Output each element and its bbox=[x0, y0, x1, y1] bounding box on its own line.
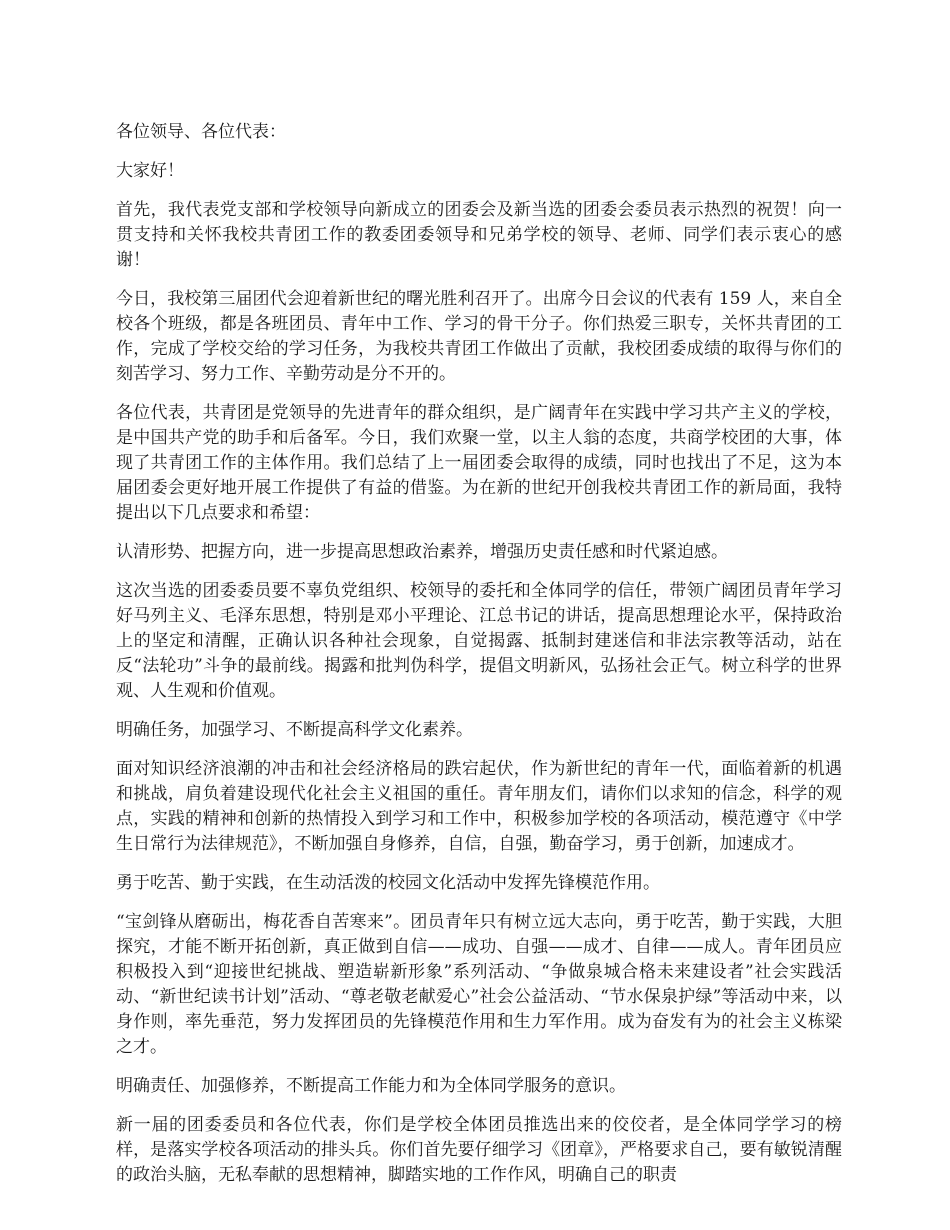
point-heading-2: 明确任务，加强学习、不断提高科学文化素养。 bbox=[116, 720, 473, 740]
point-heading-1: 认清形势、把握方向，进一步提高思想政治素养，增强历史责任感和时代紧迫感。 bbox=[116, 542, 728, 562]
paragraph-thanks: 首先，我代表党支部和学校领导向新成立的团委会及新当选的团委会委员表示热烈的祝贺！向一贯支持和关怀我校共青团工作的教委团委领导和兄弟学校的领导、老师、同学们表示衷心的感谢！ bbox=[116, 200, 842, 270]
document-body bbox=[116, 120, 842, 1202]
salutation: 各位领导、各位代表： bbox=[116, 122, 286, 142]
paragraph-point-3: “宝剑锋从磨砺出，梅花香自苦寒来”。团员青年只有树立远大志向，勇于吃苦，勤于实践，大胆探究，才能不断开拓创新，真正做到自信——成功、自强——成才、自律——成人。青年团员应积极投入到“迎接世纪挑战、塑造崭新形象”系列活动、“争做泉城合格未来建设者”社会实践活动、“新世纪读书计划”活动、“尊老敬老献爱心”社会公益活动、“节水保泉护绿”等活动中来，以身作则，率先垂范，努力发挥团员的先锋模范作用和生力军作用。成为奋发有为的社会主义栋梁之才。 bbox=[116, 912, 842, 1057]
paragraph-point-1: 这次当选的团委委员要不辜负党组织、校领导的委托和全体同学的信任，带领广阔团员青年学习好马列主义、毛泽东思想，特别是邓小平理论、江总书记的讲话，提高思想理论水平，保持政治上的坚定和清醒，正确认识各种社会现象，自觉揭露、抵制封建迷信和非法宗教等活动，站在反“法轮功”斗争的最前线。揭露和批判伪科学，提倡文明新风，弘扬社会正气。树立科学的世界观、人生观和价值观。 bbox=[116, 581, 842, 701]
paragraph-point-2: 面对知识经济浪潮的冲击和社会经济格局的跌宕起伏，作为新世纪的青年一代，面临着新的机遇和挑战，肩负着建设现代化社会主义祖国的重任。青年朋友们，请你们以求知的信念，科学的观点，实践的精神和创新的热情投入到学习和工作中，积极参加学校的各项活动，模范遵守《中学生日常行为法律规范》，不断加强自身修养，自信，自强，勤奋学习，勇于创新，加速成才。 bbox=[116, 759, 842, 854]
greeting: 大家好！ bbox=[116, 161, 184, 181]
paragraph-congress: 今日，我校第三届团代会迎着新世纪的曙光胜利召开了。出席今日会议的代表有 159 人，来自全校各个班级，都是各班团员、青年中工作、学习的骨干分子。你们热爱三职专，关怀共青团的工作，完成了学校交给的学习任务，为我校共青团工作做出了贡献，我校团委成绩的取得与你们的刻苦学习、努力工作、辛勤劳动是分不开的。 bbox=[116, 289, 842, 384]
paragraph-league-role: 各位代表，共青团是党领导的先进青年的群众组织，是广阔青年在实践中学习共产主义的学校，是中国共产党的助手和后备军。今日，我们欢聚一堂，以主人翁的态度，共商学校团的大事，体现了共青团工作的主体作用。我们总结了上一届团委会取得的成绩，同时也找出了不足，这为本届团委会更好地开展工作提供了有益的借鉴。为在新的世纪开创我校共青团工作的新局面，我特提出以下几点要求和希望： bbox=[116, 403, 842, 523]
point-heading-3: 勇于吃苦、勤于实践，在生动活泼的校园文化活动中发挥先锋模范作用。 bbox=[116, 873, 660, 893]
point-heading-4: 明确责任、加强修养，不断提高工作能力和为全体同学服务的意识。 bbox=[116, 1076, 626, 1096]
paragraph-point-4: 新一届的团委委员和各位代表，你们是学校全体团员推选出来的佼佼者，是全体同学学习的榜样，是落实学校各项活动的排头兵。你们首先要仔细学习《团章》，严格要求自己，要有敏锐清醒的政治头脑，无私奉献的思想精神，脚踏实地的工作作风，明确自己的职责 bbox=[116, 1115, 842, 1185]
